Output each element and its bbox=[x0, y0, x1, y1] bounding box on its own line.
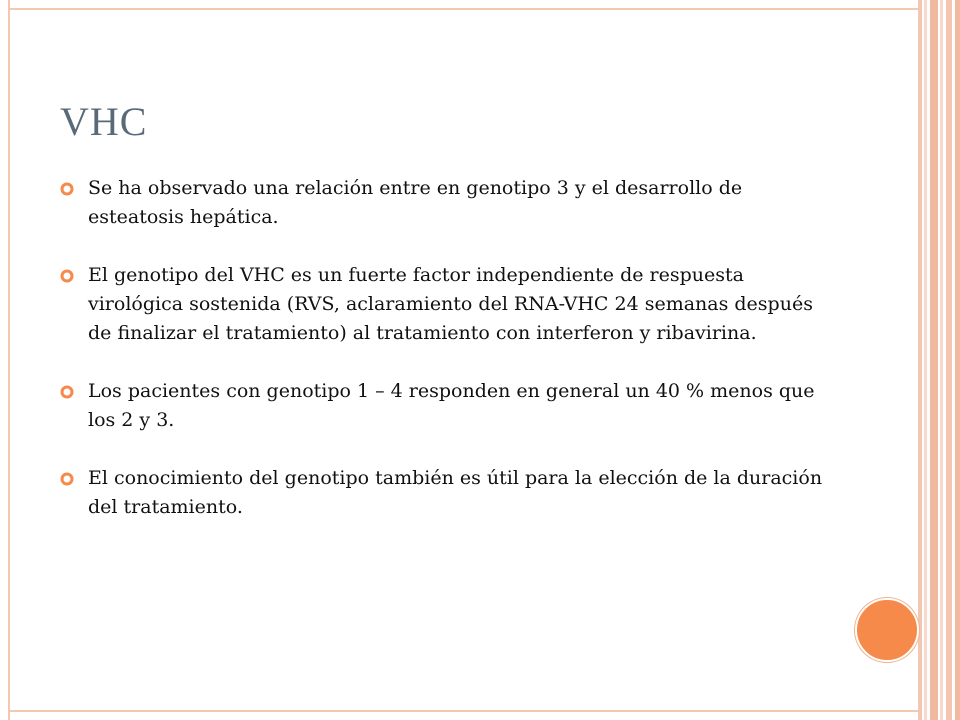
circle-ring-bullet-icon bbox=[60, 182, 74, 196]
bullet-item bbox=[60, 174, 840, 232]
decorative-stripes bbox=[918, 0, 960, 720]
bullet-item bbox=[60, 464, 840, 522]
circle-ring-bullet-icon bbox=[60, 385, 74, 399]
frame-bottom-line bbox=[8, 710, 920, 712]
circle-ring-bullet-icon bbox=[60, 269, 74, 283]
bullet-item bbox=[60, 377, 840, 435]
bullet-text: Se ha observado una relación entre en genotipo 3 y el desarrollo de esteatosis hepática. bbox=[88, 177, 743, 228]
bullet-item bbox=[60, 261, 840, 348]
bullet-list bbox=[60, 174, 840, 522]
frame-top-line bbox=[8, 8, 920, 10]
bullet-text: El genotipo del VHC es un fuerte factor independiente de respuesta virológica sostenida (RVS, aclaramiento del RNA-VHC 24 semanas después de finalizar el tratamiento) al tratamiento con interferon y ribavirina. bbox=[88, 264, 813, 344]
slide-title: VHC bbox=[60, 99, 148, 144]
bullet-text: El conocimiento del genotipo también es útil para la elección de la duración del tratamiento. bbox=[88, 467, 823, 518]
bullet-text: Los pacientes con genotipo 1 – 4 responden en general un 40 % menos que los 2 y 3. bbox=[88, 380, 815, 431]
frame-left-line bbox=[8, 0, 10, 720]
circle-ring-bullet-icon bbox=[60, 472, 74, 486]
orange-circle-decoration bbox=[855, 598, 919, 662]
